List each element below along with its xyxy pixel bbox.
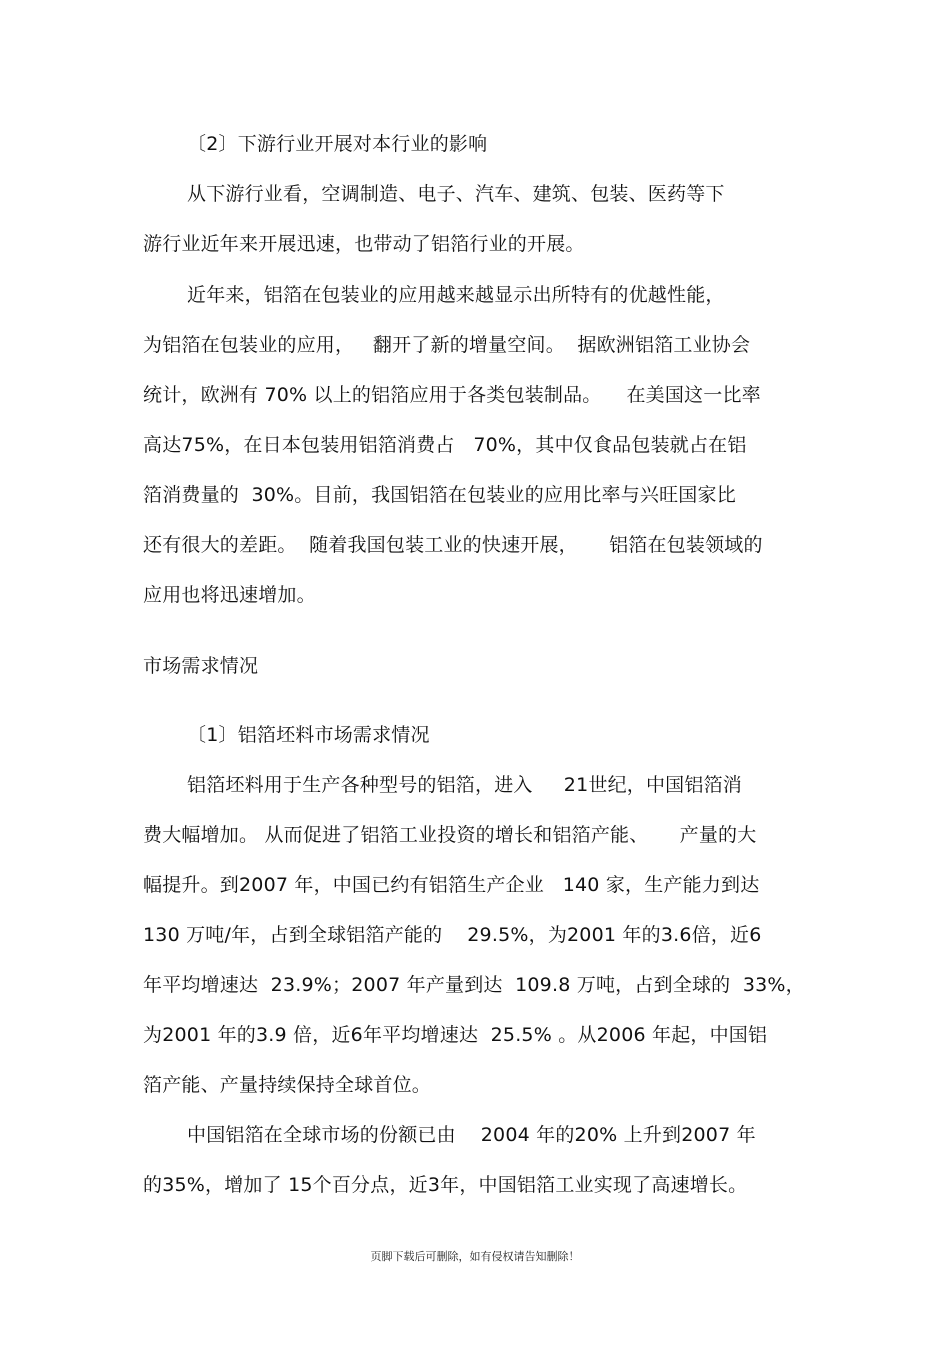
paragraph-line: 箔产能、产量持续保持全球首位。 xyxy=(143,1074,432,1096)
paragraph-line: 的35%，增加了 15个百分点，近3年，中国铝箔工业实现了高速增长。 xyxy=(143,1174,748,1196)
paragraph-line: 为铝箔在包装业的应用， 翻开了新的增量空间。 据欧洲铝箔工业协会 xyxy=(143,334,751,356)
paragraph-line: 统计，欧洲有 70% 以上的铝箔应用于各类包装制品。 在美国这一比率 xyxy=(143,384,761,406)
paragraph-line: 为2001 年的3.9 倍，近6年平均增速达 25.5% 。从2006 年起，中国铝 xyxy=(143,1024,768,1046)
paragraph-line: 中国铝箔在全球市场的份额已由 2004 年的20% 上升到2007 年 xyxy=(187,1124,756,1146)
page-footer: 页脚下载后可删除，如有侵权请告知删除！ xyxy=(370,1250,580,1263)
paragraph-line: 从下游行业看，空调制造、电子、汽车、建筑、包装、医药等下 xyxy=(187,183,725,205)
section-heading-downstream: 〔2〕下游行业开展对本行业的影响 xyxy=(187,133,488,155)
paragraph-line: 铝箔坯料用于生产各种型号的铝箔，进入 21世纪，中国铝箔消 xyxy=(187,774,742,796)
section-title-market-demand: 市场需求情况 xyxy=(143,655,259,677)
paragraph-line: 130 万吨/年，占到全球铝箔产能的 29.5%，为2001 年的3.6倍，近6 xyxy=(143,924,762,946)
paragraph-line: 应用也将迅速增加。 xyxy=(143,584,316,606)
paragraph-line: 幅提升。到2007 年，中国已约有铝箔生产企业 140 家，生产能力到达 xyxy=(143,874,760,896)
sub-heading-foil-stock: 〔1〕铝箔坯料市场需求情况 xyxy=(187,724,430,746)
paragraph-line: 费大幅增加。 从而促进了铝箔工业投资的增长和铝箔产能、 产量的大 xyxy=(143,824,757,846)
paragraph-line: 高达75%，在日本包装用铝箔消费占 70%，其中仅食品包装就占在铝 xyxy=(143,434,747,456)
paragraph-line: 还有很大的差距。 随着我国包装工业的快速开展， 铝箔在包装领域的 xyxy=(143,534,763,556)
paragraph-line: 年平均增速达 23.9%；2007 年产量到达 109.8 万吨，占到全球的 33%， xyxy=(143,974,805,996)
paragraph-line: 箔消费量的 30%。目前，我国铝箔在包装业的应用比率与兴旺国家比 xyxy=(143,484,736,506)
paragraph-line: 近年来，铝箔在包装业的应用越来越显示出所特有的优越性能， xyxy=(187,284,725,306)
paragraph-line: 游行业近年来开展迅速，也带动了铝箔行业的开展。 xyxy=(143,233,585,255)
